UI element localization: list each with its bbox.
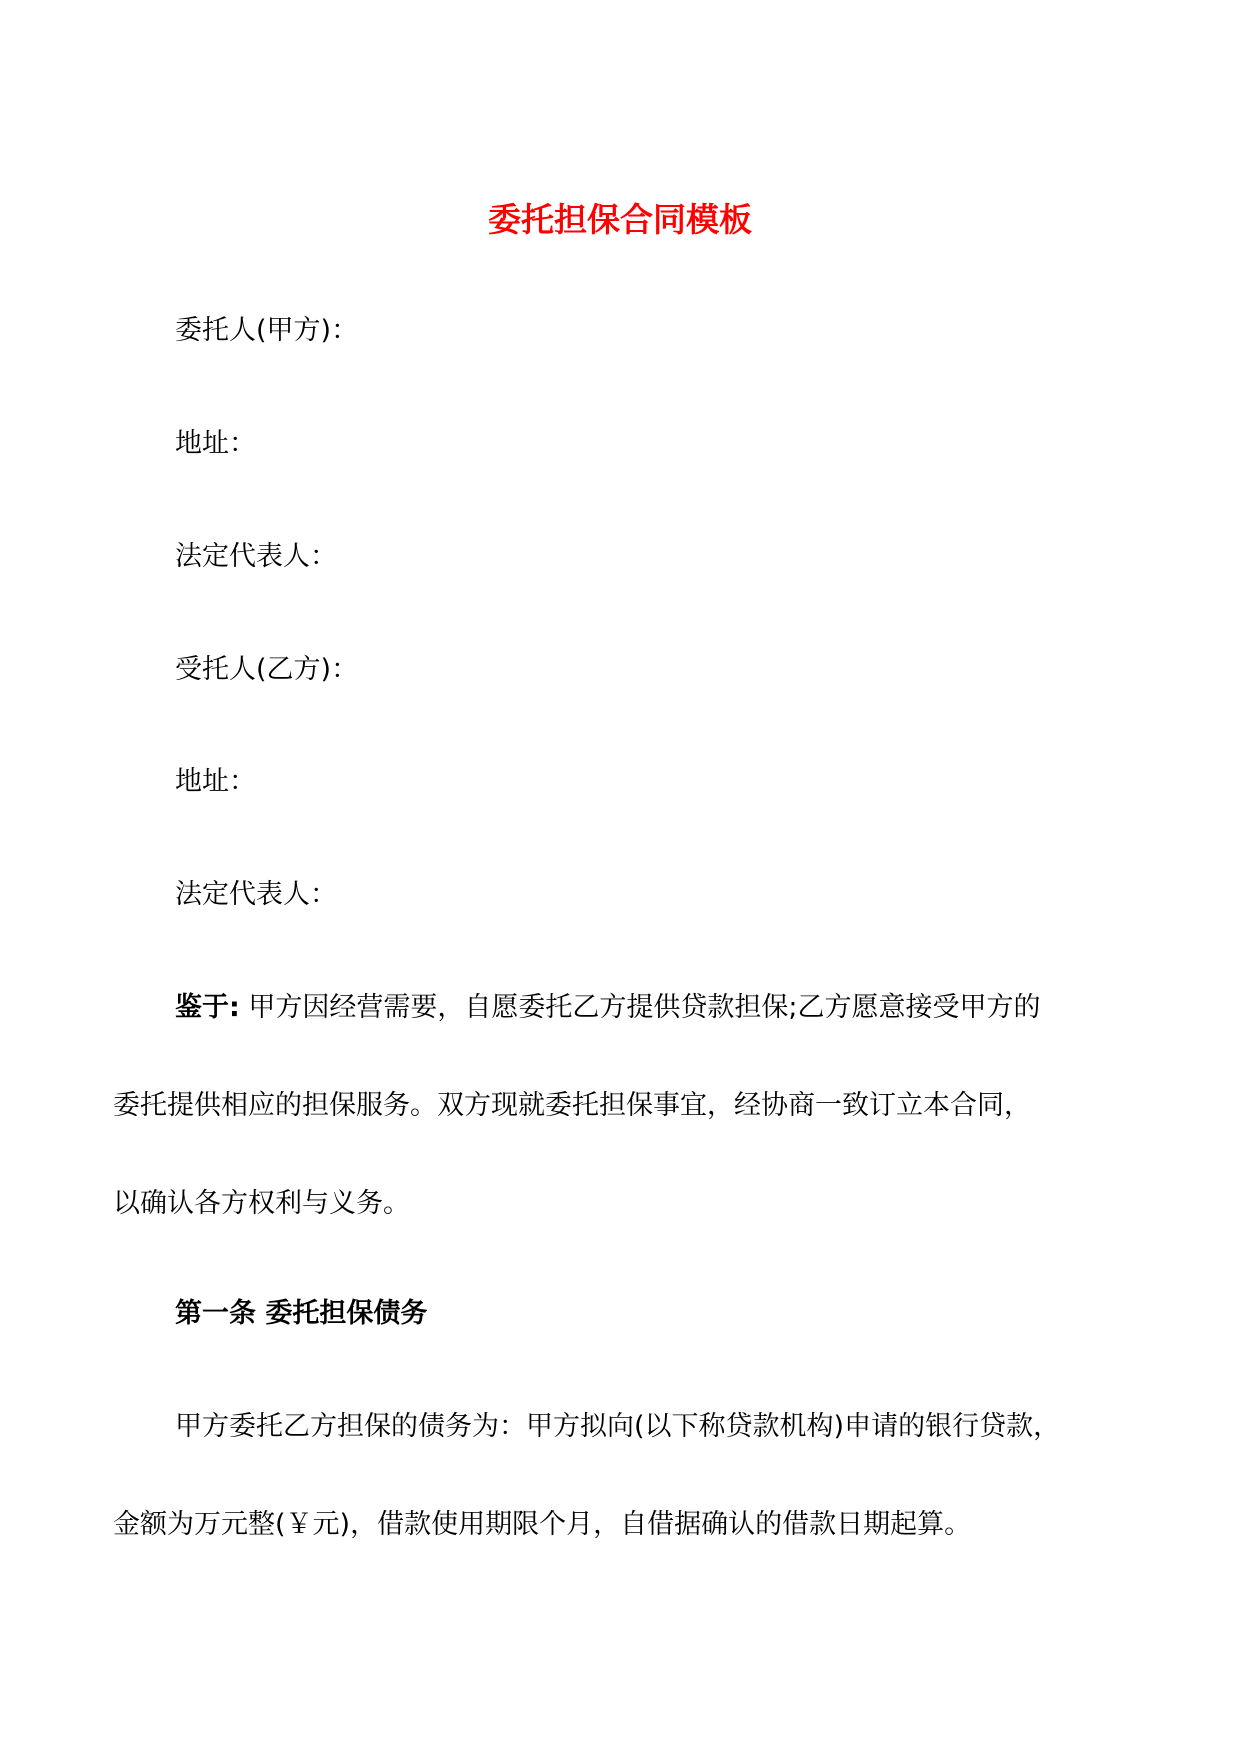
article-1-line-2: 金额为万元整(￥元)，借款使用期限个月，自借据确认的借款日期起算。 <box>113 1509 972 1540</box>
party-b-legal-representative-field: 法定代表人： <box>175 879 337 910</box>
principal-party-a-field: 委托人(甲方)： <box>175 315 359 346</box>
document-title: 委托担保合同模板 <box>488 200 752 239</box>
whereas-line-1 <box>113 988 1133 1028</box>
party-a-legal-representative-field: 法定代表人： <box>175 541 337 572</box>
party-b-address-field: 地址： <box>175 766 256 797</box>
party-a-address-field: 地址： <box>175 428 256 459</box>
whereas-line-2: 委托提供相应的担保服务。双方现就委托担保事宜，经协商一致订立本合同， <box>113 1090 1031 1121</box>
whereas-label: 鉴于: <box>175 992 240 1023</box>
article-1-heading: 第一条 委托担保债务 <box>175 1298 428 1329</box>
whereas-paragraph <box>113 988 1133 1224</box>
article-1-line-1: 甲方委托乙方担保的债务为：甲方拟向(以下称贷款机构)申请的银行贷款， <box>175 1411 1061 1442</box>
article-1-paragraph <box>113 1407 1133 1545</box>
whereas-text-1: 甲方因经营需要，自愿委托乙方提供贷款担保;乙方愿意接受甲方的 <box>248 992 1041 1023</box>
trustee-party-b-field: 受托人(乙方)： <box>175 654 359 685</box>
whereas-line-3: 以确认各方权利与义务。 <box>113 1188 410 1219</box>
